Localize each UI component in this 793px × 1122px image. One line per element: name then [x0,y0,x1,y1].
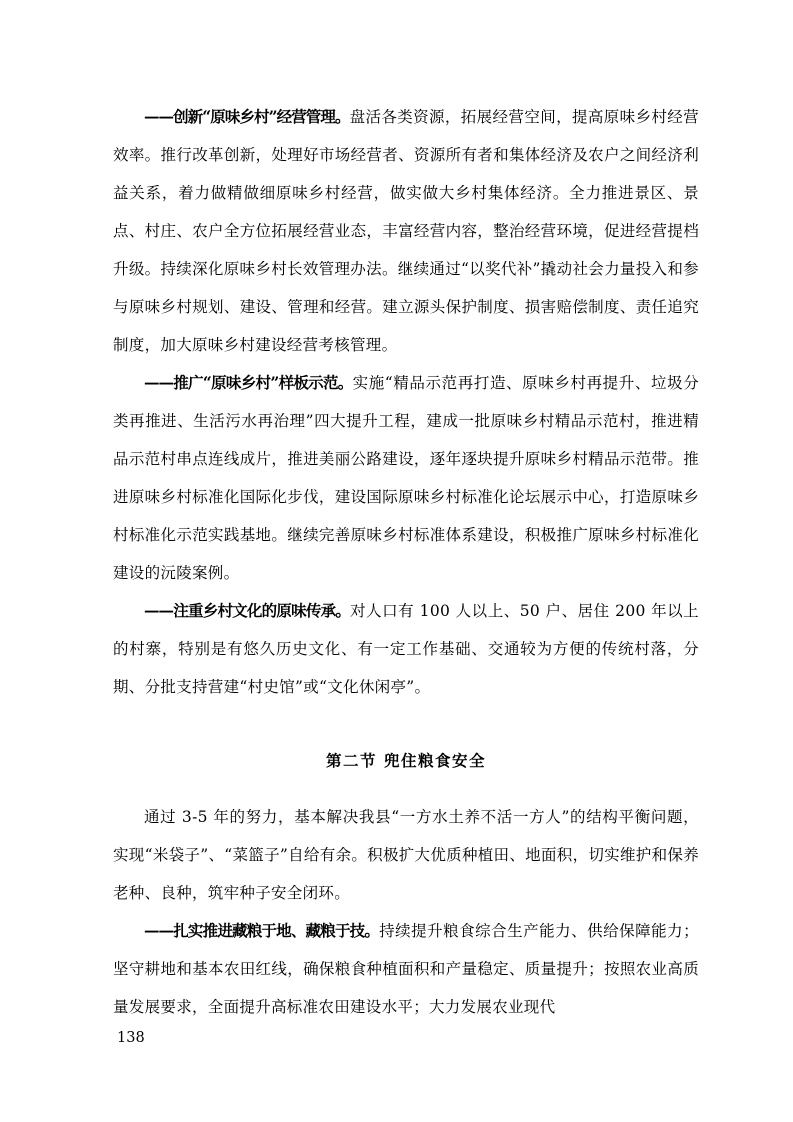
paragraph-2-lead: ——推广“原味乡村”样板示范。 [144,373,353,392]
paragraph-2-text: 实施“精品示范再打造、原味乡村再提升、垃圾分类再推进、生活污水再治理”四大提升工程，建成一批原味乡村精品示范村，推进精品示范村串点连线成片，推进美丽公路建设，逐年逐块提升原味乡村精品示范带。推进原味乡村标准化国际化步伐，建设国际原味乡村标准化论坛展示中心，打造原味乡村标准化示范实践基地。继续完善原味乡村标准体系建设，积极推广原味乡村标准化建设的沅陵案例。 [113,374,699,582]
paragraph-3 [113,592,699,706]
paragraph-1-text: 盘活各类资源，拓展经营空间，提高原味乡村经营效率。推行改革创新，处理好市场经营者、资源所有者和集体经济及农户之间经济利益关系，着力做精做细原味乡村经营，做实做大乡村集体经济。全力推进景区、景点、村庄、农户全方位拓展经营业态，丰富经营内容，整治经营环境，促进经营提档升级。持续深化原味乡村长效管理办法。继续通过“以奖代补”撬动社会力量投入和参与原味乡村规划、建设、管理和经营。建立源头保护制度、损害赔偿制度、责任追究制度，加大原味乡村建设经营考核管理。 [113,108,699,354]
paragraph-5-lead: ——扎实推进藏粮于地、藏粮于技。 [144,921,380,940]
paragraph-1-lead: ——创新“原味乡村”经营管理。 [144,107,350,126]
paragraph-3-lead: ——注重乡村文化的原味传承。 [144,601,351,620]
paragraph-5 [113,912,699,1026]
paragraph-4 [113,798,699,912]
paragraph-3-text: 对人口有 100 人以上、50 户、居住 200 年以上的村寨，特别是有悠久历史文化、有一定工作基础、交通较为方便的传统村落，分期、分批支持营建“村史馆”或“文化休闲亭”。 [113,602,699,696]
paragraph-5-text: 持续提升粮食综合生产能力、供给保障能力；坚守耕地和基本农田红线，确保粮食种植面积和产量稳定、质量提升；按照农业高质量发展要求，全面提升高标准农田建设水平；大力发展农业现代 [113,922,699,1016]
page-content [113,98,699,1026]
paragraph-2 [113,364,699,592]
section-heading: 第二节 兜住粮食安全 [326,751,486,770]
paragraph-1 [113,98,699,364]
page-number: 138 [117,1030,145,1046]
paragraph-4-text: 通过 3-5 年的努力，基本解决我县“一方水土养不活一方人”的结构平衡问题，实现“米袋子”、“菜篮子”自给有余。积极扩大优质种植田、地面积，切实维护和保养老种、良种，筑牢种子安全闭环。 [113,808,699,902]
